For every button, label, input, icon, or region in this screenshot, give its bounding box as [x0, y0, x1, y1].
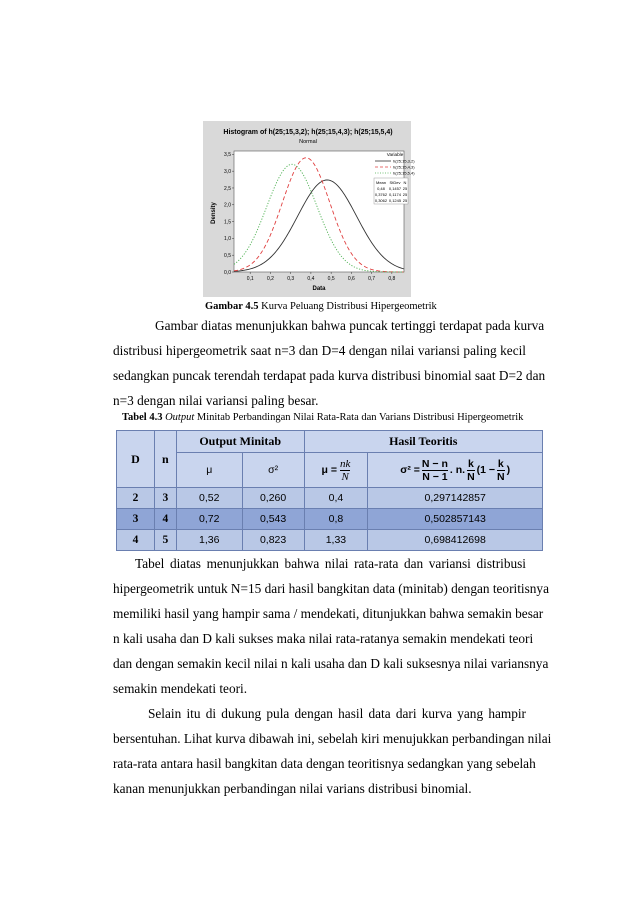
- x-tick-label: 0,5: [327, 276, 335, 282]
- para3-line1: Selain itu di dukung pula dengan hasil data dari kurva yang hampir: [148, 706, 526, 721]
- legend-item-2: h(25;15,4,3): [393, 164, 415, 170]
- figure-caption-label: Gambar 4.5: [205, 301, 259, 312]
- stats-header-n: N: [403, 180, 407, 185]
- x-tick-label: 0,7: [368, 276, 376, 282]
- y-tick-label: 2,5: [224, 185, 231, 192]
- table-caption-text: Minitab Perbandingan Nilai Rata-Rata dan Varians Distribusi Hipergeometrik: [194, 412, 524, 423]
- legend-item-1: h(25;15,3,2): [393, 158, 415, 164]
- y-tick-label: 3,0: [224, 168, 231, 175]
- cell-mu: 0,52: [176, 488, 242, 509]
- cell-var: 0,543: [242, 509, 304, 530]
- mu-formula-denominator: N: [341, 470, 349, 483]
- stats-mean-3: 0,3062: [374, 198, 388, 203]
- mu-formula-numerator: nk: [339, 457, 351, 470]
- x-tick-label: 0,3: [287, 276, 295, 282]
- para1-line1: Gambar diatas menunjukkan bahwa puncak tertinggi terdapat pada kurva: [155, 318, 545, 333]
- cell-var-teori: 0,698412698: [368, 530, 543, 551]
- stats-stdev-1: 0,1457: [388, 186, 402, 191]
- para2-line6: semakin mendekati teori.: [113, 681, 248, 696]
- header-hasil-teoritis: Hasil Teoritis: [304, 431, 542, 453]
- comparison-table: [116, 430, 543, 551]
- cell-d: 4: [117, 530, 155, 551]
- para3-line3: rata-rata antara hasil bangkitan data dengan teoritisnya sedangkan yang sebelah: [113, 756, 536, 771]
- para1-line4: n=3 dengan nilai variansi paling besar.: [113, 393, 319, 408]
- cell-var: 0,823: [242, 530, 304, 551]
- y-tick-label: 0,5: [224, 252, 231, 259]
- y-tick-label: 2,0: [224, 202, 231, 209]
- mu-formula-lhs: μ =: [321, 464, 337, 476]
- header-sigma2: σ²: [242, 453, 304, 488]
- y-tick-label: 0,0: [224, 269, 231, 276]
- para2-line4: n kali usaha dan D kali sukses maka nilai rata-ratanya semakin mendekati teori: [113, 631, 534, 646]
- cell-var-teori: 0,502857143: [368, 509, 543, 530]
- cell-n: 4: [154, 509, 176, 530]
- table-row: [117, 509, 543, 530]
- x-tick-label: 0,6: [347, 276, 355, 282]
- stats-mean-1: 0,48: [377, 186, 385, 191]
- para3-line4: kanan menunjukkan perbandingan nilai varians distribusi binomial.: [113, 781, 472, 796]
- header-mu-formula: [304, 453, 368, 488]
- var-formula-num2: k: [467, 457, 474, 470]
- cell-mu: 0,72: [176, 509, 242, 530]
- table-row: [117, 530, 543, 551]
- x-tick-label: 0,1: [246, 276, 254, 282]
- chart-title: Histogram of h(25;15,3,2); h(25;15,4,3); h(25;15,5,4): [223, 129, 393, 136]
- header-n: n: [154, 431, 176, 488]
- stats-header-stdev: StDev: [389, 180, 401, 185]
- x-tick-label: 0,4: [307, 276, 315, 282]
- header-d: D: [117, 431, 155, 488]
- legend-item-3: h(25;15,5,4): [393, 170, 415, 176]
- y-tick-label: 1,5: [224, 219, 231, 226]
- table-caption: [122, 412, 523, 423]
- header-output-minitab: Output Minitab: [176, 431, 304, 453]
- para3-line2: bersentuhan. Lihat kurva dibawah ini, sebelah kiri menujukkan perbandingan nilai: [113, 731, 552, 746]
- para2-line2: hipergeometrik untuk N=15 dari hasil bangkitan data (minitab) dengan teoritisnya: [113, 581, 549, 596]
- table-row: [117, 488, 543, 509]
- stats-n-3: 25: [402, 198, 408, 203]
- cell-mu: 1,36: [176, 530, 242, 551]
- x-axis-label: Data: [312, 286, 326, 292]
- y-axis-label: Density: [211, 202, 217, 224]
- var-formula-den2: N: [467, 470, 475, 483]
- distribution-figure: [203, 121, 415, 297]
- header-mu: μ: [176, 453, 242, 488]
- cell-var-teori: 0,297142857: [368, 488, 543, 509]
- var-formula-mid: . n.: [449, 464, 466, 476]
- y-tick-label: 1,0: [224, 236, 231, 243]
- var-formula-num1: N − n: [421, 457, 448, 470]
- table-caption-label: Tabel 4.3: [122, 412, 163, 423]
- para2-line1: Tabel diatas menunjukkan bahwa nilai rata-rata dan variansi distribusi: [135, 556, 526, 571]
- figure-caption: [205, 301, 437, 312]
- stats-n-2: 25: [402, 192, 408, 197]
- x-tick-label: 0,2: [266, 276, 274, 282]
- cell-n: 3: [154, 488, 176, 509]
- stats-mean-2: 0,3762: [374, 192, 388, 197]
- stats-stdev-2: 0,1174: [389, 192, 401, 197]
- var-formula-close: ): [506, 464, 511, 476]
- cell-var: 0,260: [242, 488, 304, 509]
- var-formula-lhs: σ² =: [400, 464, 420, 476]
- cell-n: 5: [154, 530, 176, 551]
- figure-caption-text: Kurva Peluang Distribusi Hipergeometrik: [258, 301, 437, 312]
- stats-header-mean: Mean: [375, 180, 387, 185]
- chart-subtitle: Normal: [299, 139, 317, 145]
- var-formula-open: (1 −: [476, 464, 496, 476]
- para1-line2: distribusi hipergeometrik saat n=3 dan D=4 dengan nilai variansi paling kecil: [113, 343, 526, 358]
- para1-line3: sedangkan puncak terendah terdapat pada kurva distribusi binomial saat D=2 dan: [113, 368, 546, 383]
- stats-n-1: 25: [402, 186, 408, 191]
- cell-d: 3: [117, 509, 155, 530]
- cell-mu-teori: 1,33: [304, 530, 368, 551]
- table-caption-italic: Output: [165, 412, 195, 423]
- header-variance-formula: [368, 453, 543, 488]
- cell-mu-teori: 0,4: [304, 488, 368, 509]
- cell-mu-teori: 0,8: [304, 509, 368, 530]
- density-chart: [203, 121, 415, 297]
- para2-line3: memiliki hasil yang hampir sama / mendekati, ditunjukkan bahwa semakin besar: [113, 606, 544, 621]
- y-tick-label: 3,5: [224, 152, 231, 159]
- var-formula-num3: k: [497, 457, 504, 470]
- var-formula-den1: N − 1: [422, 470, 448, 483]
- x-tick-label: 0,8: [388, 276, 396, 282]
- cell-d: 2: [117, 488, 155, 509]
- stats-stdev-3: 0,1245: [388, 198, 402, 203]
- para2-line5: dan dengan semakin kecil nilai n kali usaha dan D kali suksesnya nilai variansnya: [113, 656, 549, 671]
- legend-title: Variable: [386, 152, 404, 157]
- var-formula-den3: N: [497, 470, 505, 483]
